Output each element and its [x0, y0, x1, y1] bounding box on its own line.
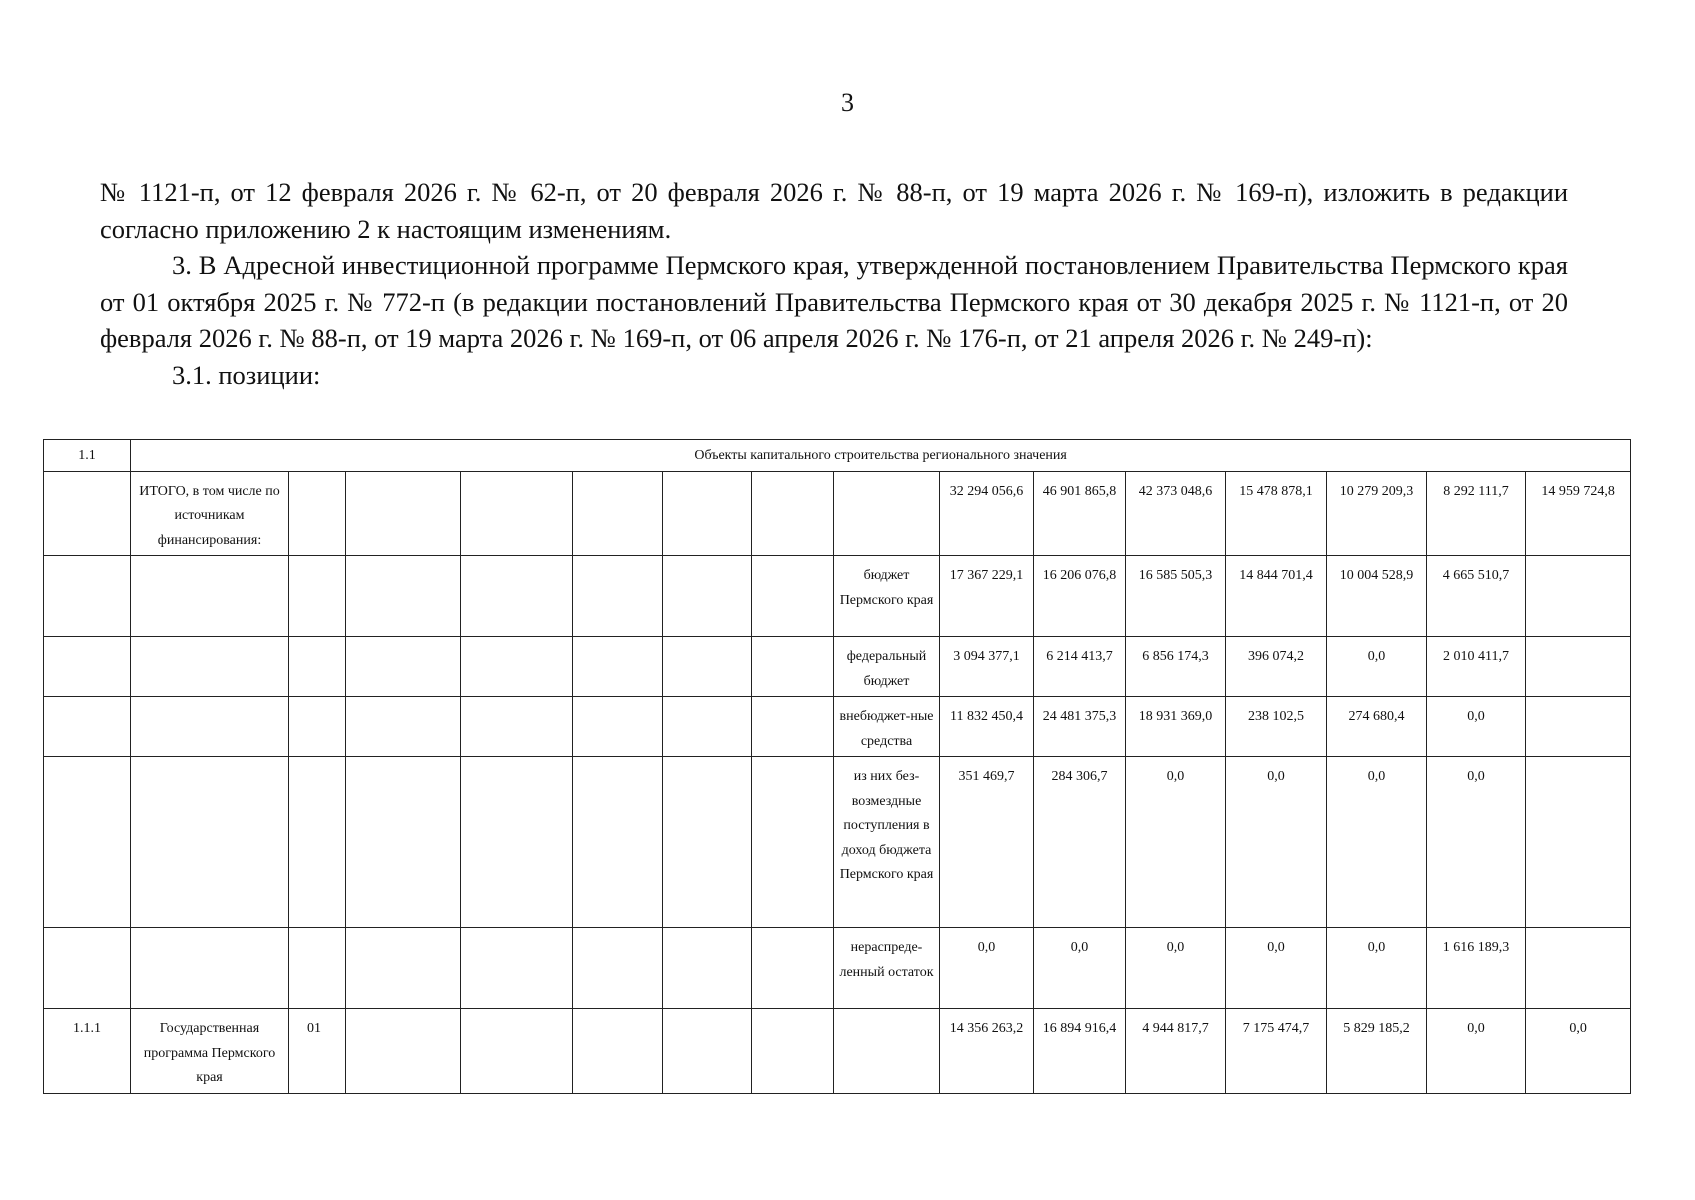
positions-table: [43, 439, 1631, 1094]
source-label: бюджет Пермского края: [834, 556, 940, 637]
source-value: 6 856 174,3: [1126, 637, 1226, 697]
source-value: [1526, 637, 1631, 697]
total-value: 46 901 865,8: [1034, 471, 1126, 556]
program-value: 5 829 185,2: [1327, 1009, 1427, 1094]
table-row-federal-budget: [44, 637, 1631, 697]
source-value: 24 481 375,3: [1034, 697, 1126, 757]
source-value: 17 367 229,1: [940, 556, 1034, 637]
body-text: [100, 174, 1568, 393]
table-row-regional-budget: [44, 556, 1631, 637]
source-value: 11 832 450,4: [940, 697, 1034, 757]
program-value: 7 175 474,7: [1226, 1009, 1327, 1094]
program-number: 01: [289, 1009, 346, 1094]
source-value: [1526, 928, 1631, 1009]
source-value: 0,0: [1327, 637, 1427, 697]
source-value: 0,0: [1327, 928, 1427, 1009]
paragraph-item-3-1: 3.1. позиции:: [172, 359, 321, 390]
source-value: [1526, 757, 1631, 928]
source-label: внебюджет-ные средства: [834, 697, 940, 757]
source-value: 0,0: [1034, 928, 1126, 1009]
source-value: 0,0: [940, 928, 1034, 1009]
table-row-state-program: [44, 1009, 1631, 1094]
table-row-extrabudgetary: [44, 697, 1631, 757]
program-label: Государственная программа Пермского края: [131, 1009, 289, 1094]
source-value: 0,0: [1126, 757, 1226, 928]
program-value: 16 894 916,4: [1034, 1009, 1126, 1094]
section-title: Объекты капитального строительства регионального значения: [131, 440, 1631, 472]
source-value: 2 010 411,7: [1427, 637, 1526, 697]
source-value: 396 074,2: [1226, 637, 1327, 697]
source-value: [1526, 697, 1631, 757]
source-value: 14 844 701,4: [1226, 556, 1327, 637]
page-number: 3: [841, 88, 854, 117]
source-value: 274 680,4: [1327, 697, 1427, 757]
total-value: 42 373 048,6: [1126, 471, 1226, 556]
total-label: ИТОГО, в том числе по источникам финансирования:: [131, 471, 289, 556]
source-value: 16 206 076,8: [1034, 556, 1126, 637]
source-value: 351 469,7: [940, 757, 1034, 928]
source-value: 0,0: [1427, 757, 1526, 928]
source-value: 4 665 510,7: [1427, 556, 1526, 637]
source-value: 10 004 528,9: [1327, 556, 1427, 637]
table-row-gratuitous-receipts: [44, 757, 1631, 928]
source-value: 18 931 369,0: [1126, 697, 1226, 757]
source-label: нераспреде-ленный остаток: [834, 928, 940, 1009]
source-value: 1 616 189,3: [1427, 928, 1526, 1009]
source-value: 3 094 377,1: [940, 637, 1034, 697]
source-value: 0,0: [1226, 757, 1327, 928]
table-row-undistributed-balance: [44, 928, 1631, 1009]
program-code: 1.1.1: [44, 1009, 131, 1094]
source-label: из них без-возмездные поступления в доход бюджета Пермского края: [834, 757, 940, 928]
source-value: [1526, 556, 1631, 637]
table-row-section: [44, 440, 1631, 472]
source-value: 0,0: [1126, 928, 1226, 1009]
program-value: 4 944 817,7: [1126, 1009, 1226, 1094]
source-value: 284 306,7: [1034, 757, 1126, 928]
total-value: 15 478 878,1: [1226, 471, 1327, 556]
total-value: 8 292 111,7: [1427, 471, 1526, 556]
program-value: 0,0: [1526, 1009, 1631, 1094]
source-label: федеральный бюджет: [834, 637, 940, 697]
total-value: 14 959 724,8: [1526, 471, 1631, 556]
total-value: 32 294 056,6: [940, 471, 1034, 556]
source-value: 16 585 505,3: [1126, 556, 1226, 637]
total-value: 10 279 209,3: [1327, 471, 1427, 556]
section-code: 1.1: [44, 440, 131, 472]
program-value: 0,0: [1427, 1009, 1526, 1094]
program-value: 14 356 263,2: [940, 1009, 1034, 1094]
source-value: 0,0: [1327, 757, 1427, 928]
source-value: 238 102,5: [1226, 697, 1327, 757]
source-value: 0,0: [1427, 697, 1526, 757]
table-row-total: [44, 471, 1631, 556]
paragraph-continuation: № 1121-п, от 12 февраля 2026 г. № 62-п, от 20 февраля 2026 г. № 88-п, от 19 марта 2026 г. № 169-п), изложить в редакции согласно приложению 2 к настоящим изменениям.: [100, 177, 1568, 244]
source-value: 6 214 413,7: [1034, 637, 1126, 697]
source-value: 0,0: [1226, 928, 1327, 1009]
paragraph-item-3: 3. В Адресной инвестиционной программе Пермского края, утвержденной постановлением Правительства Пермского края от 01 октября 2025 г. № 772-п (в редакции постановлений Правительства Пермского края от 30 декабря 2025 г. № 1121-п, от 20 февраля 2026 г. № 88-п, от 19 марта 2026 г. № 169-п, от 06 апреля 2026 г. № 176-п, от 21 апреля 2026 г. № 249-п):: [100, 250, 1568, 353]
